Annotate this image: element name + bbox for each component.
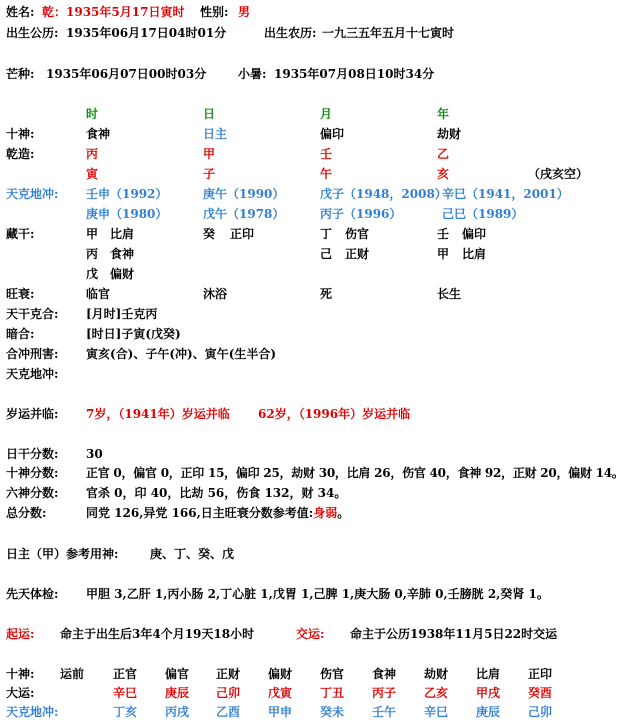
anhe-value: [时日]子寅(戊癸): [86, 327, 181, 341]
canggan-hour-2-stem: 丙: [86, 247, 99, 261]
branch-hour: 寅: [86, 167, 99, 181]
dayun-shishen-7: 劫财: [424, 667, 449, 681]
canggan-year-1-god: 偏印: [462, 227, 487, 241]
canggan-month-2-stem: 己: [320, 247, 333, 261]
suiyun-item-2: 62岁，（1996年）岁运并临: [258, 407, 411, 421]
dayun-tkdc-2: 丙戌: [165, 705, 190, 719]
dayun-tkdc-5: 癸未: [320, 705, 345, 719]
dayun-shishen-6: 食神: [372, 667, 397, 681]
gender-value: 男: [238, 5, 251, 19]
lunar-label: 出生农历:: [264, 26, 317, 40]
yongshen-value: 庚、丁、癸、戊: [150, 547, 235, 561]
tkdc-hour-2: 庚申（1980）: [86, 207, 168, 221]
shishen-hour: 食神: [86, 127, 111, 141]
liushen-score-label: 六神分数:: [6, 486, 59, 500]
canggan-month-2-god: 正财: [345, 247, 370, 261]
name-value: 乾：1935年5月17日寅时: [42, 5, 185, 19]
dayun-tkdc-3: 乙酉: [216, 705, 241, 719]
dayun-shishen-3: 正财: [216, 667, 241, 681]
branch-day: 子: [203, 167, 216, 181]
anhe-label: 暗合:: [6, 327, 35, 341]
xiaoshu-label: 小暑:: [238, 67, 267, 81]
canggan-hour-3-god: 偏财: [110, 267, 135, 281]
dayun-tkdc-7: 辛巳: [424, 705, 449, 719]
mangzhong-value: 1935年06月07日00时03分: [46, 67, 207, 81]
shishen-day: 日主: [203, 127, 228, 141]
wangshuai-year: 长生: [437, 287, 462, 301]
dayun-pillar-1: 辛巳: [113, 686, 138, 700]
jiaoyun-label: 交运:: [296, 627, 325, 641]
canggan-hour-3-stem: 戊: [86, 267, 99, 281]
wangshuai-month: 死: [320, 287, 333, 301]
tkdc-month-2: 丙子（1996）: [320, 207, 402, 221]
xiaoshu-value: 1935年07月08日10时34分: [274, 67, 435, 81]
total-score-label: 总分数:: [6, 506, 47, 520]
total-score-line: [86, 505, 349, 521]
dayun-tkdc-8: 庚辰: [476, 705, 501, 719]
shishen-score-value: 正官 0，偏官 0，正印 15，偏印 25，劫财 30，比肩 26，伤官 40，食神 92，正财 20，偏财 14。: [86, 466, 624, 480]
canggan-hour-2-god: 食神: [110, 247, 135, 261]
qiyun-value: 命主于出生后3年4个月19天18小时: [60, 627, 255, 641]
canggan-year-1-stem: 壬: [437, 227, 450, 241]
dayun-shishen-2: 偏官: [165, 667, 190, 681]
yongshen-label: 日主（甲）参考用神:: [6, 547, 119, 561]
dayun-yunqian: 运前: [60, 667, 85, 681]
stem-year: 乙: [437, 147, 450, 161]
hechong-value: 寅亥(合)、子午(冲)、寅午(生半合): [86, 347, 277, 361]
tijian-label: 先天体检:: [6, 587, 59, 601]
hechong-label: 合冲刑害:: [6, 347, 59, 361]
wangshuai-label: 旺衰:: [6, 287, 35, 301]
pillar-header-month: 月: [320, 107, 333, 121]
canggan-month-1-stem: 丁: [320, 227, 333, 241]
dayun-tkdc-1: 丁亥: [113, 705, 138, 719]
tkdc-year-2: 己巳（1989）: [442, 207, 524, 221]
tkdc-label: 天克地冲:: [6, 187, 59, 201]
tijian-value: 甲胆 3,乙肝 1,丙小肠 2,丁心脏 1,戊胃 1,己脾 1,庚大肠 0,辛肺 0,壬膀胱 2,癸肾 1。: [86, 587, 549, 601]
dayun-shishen-8: 比肩: [476, 667, 501, 681]
dayun-shishen-1: 正官: [113, 667, 138, 681]
dayun-tkdc-9: 己卯: [528, 705, 553, 719]
dayun-shishen-5: 伤官: [320, 667, 345, 681]
jiaoyun-value: 命主于公历1938年11月5日22时交运: [350, 627, 558, 641]
dayun-pillar-9: 癸酉: [528, 686, 553, 700]
lunar-value: 一九三五年五月十七寅时: [322, 26, 455, 40]
branch-year: 亥: [437, 167, 450, 181]
qianzao-label: 乾造:: [6, 147, 35, 161]
suiyun-label: 岁运并临:: [6, 407, 59, 421]
tkdc-day-1: 庚午（1990）: [203, 187, 285, 201]
tkdc-month-1: 戊子（1948，2008）: [320, 187, 447, 201]
shishen-score-label: 十神分数:: [6, 466, 59, 480]
name-label: 姓名:: [6, 5, 35, 19]
wangshuai-day: 沐浴: [203, 287, 228, 301]
solar-label: 出生公历:: [6, 26, 59, 40]
dayun-pillar-5: 丁丑: [320, 686, 345, 700]
total-score-result: 身弱: [313, 506, 338, 520]
canggan-year-2-stem: 甲: [437, 247, 450, 261]
dayun-label: 大运:: [6, 686, 35, 700]
stem-day: 甲: [203, 147, 216, 161]
relations-tkdc-label: 天克地冲:: [6, 367, 59, 381]
rigan-score-label: 日干分数:: [6, 447, 59, 461]
canggan-year-2-god: 比肩: [462, 247, 487, 261]
canggan-month-1-god: 伤官: [345, 227, 370, 241]
shishen-month: 偏印: [320, 127, 345, 141]
dayun-pillar-2: 庚辰: [165, 686, 190, 700]
dayun-pillar-6: 丙子: [372, 686, 397, 700]
rigan-score-value: 30: [86, 447, 103, 461]
dayun-pillar-3: 己卯: [216, 686, 241, 700]
pillar-header-year: 年: [437, 107, 450, 121]
dayun-shishen-label: 十神:: [6, 667, 35, 681]
dayun-pillar-7: 乙亥: [424, 686, 449, 700]
dayun-shishen-4: 偏财: [268, 667, 293, 681]
mangzhong-label: 芒种:: [6, 67, 35, 81]
shishen-label: 十神:: [6, 127, 35, 141]
tkdc-day-2: 戊午（1978）: [203, 207, 285, 221]
total-score-end: 。: [337, 506, 350, 520]
stem-month: 壬: [320, 147, 333, 161]
tiangan-label: 天干克合:: [6, 307, 59, 321]
pillar-header-hour: 时: [86, 107, 99, 121]
dayun-shishen-9: 正印: [528, 667, 553, 681]
wangshuai-hour: 临官: [86, 287, 111, 301]
tkdc-hour-1: 壬申（1992）: [86, 187, 168, 201]
qiyun-label: 起运:: [6, 627, 35, 641]
suiyun-item-1: 7岁，（1941年）岁运并临: [86, 407, 230, 421]
branch-month: 午: [320, 167, 333, 181]
pillar-header-day: 日: [203, 107, 216, 121]
dayun-pillar-8: 甲戌: [476, 686, 501, 700]
dayun-tkdc-4: 甲申: [268, 705, 293, 719]
shishen-year: 劫财: [437, 127, 462, 141]
canggan-hour-1-stem: 甲: [86, 227, 99, 241]
liushen-score-value: 官杀 0，印 40，比劫 56，伤食 132，财 34。: [86, 486, 347, 500]
tiangan-value: [月时]壬克丙: [86, 307, 158, 321]
gender-label: 性别:: [200, 5, 229, 19]
tkdc-year-1: 辛巳（1941，2001）: [442, 187, 569, 201]
dayun-pillar-4: 戊寅: [268, 686, 293, 700]
canggan-day-1-stem: 癸: [203, 227, 216, 241]
canggan-label: 藏干:: [6, 227, 35, 241]
dayun-tkdc-label: 天克地冲:: [6, 705, 59, 719]
canggan-hour-1-god: 比肩: [110, 227, 135, 241]
stem-hour: 丙: [86, 147, 99, 161]
dayun-tkdc-6: 壬午: [372, 705, 397, 719]
canggan-day-1-god: 正印: [230, 227, 255, 241]
kong-note: （戌亥空）: [528, 167, 589, 181]
total-score-value: 同党 126,异党 166,日主旺衰分数参考值:: [86, 506, 314, 520]
solar-value: 1935年06月17日04时01分: [66, 26, 227, 40]
